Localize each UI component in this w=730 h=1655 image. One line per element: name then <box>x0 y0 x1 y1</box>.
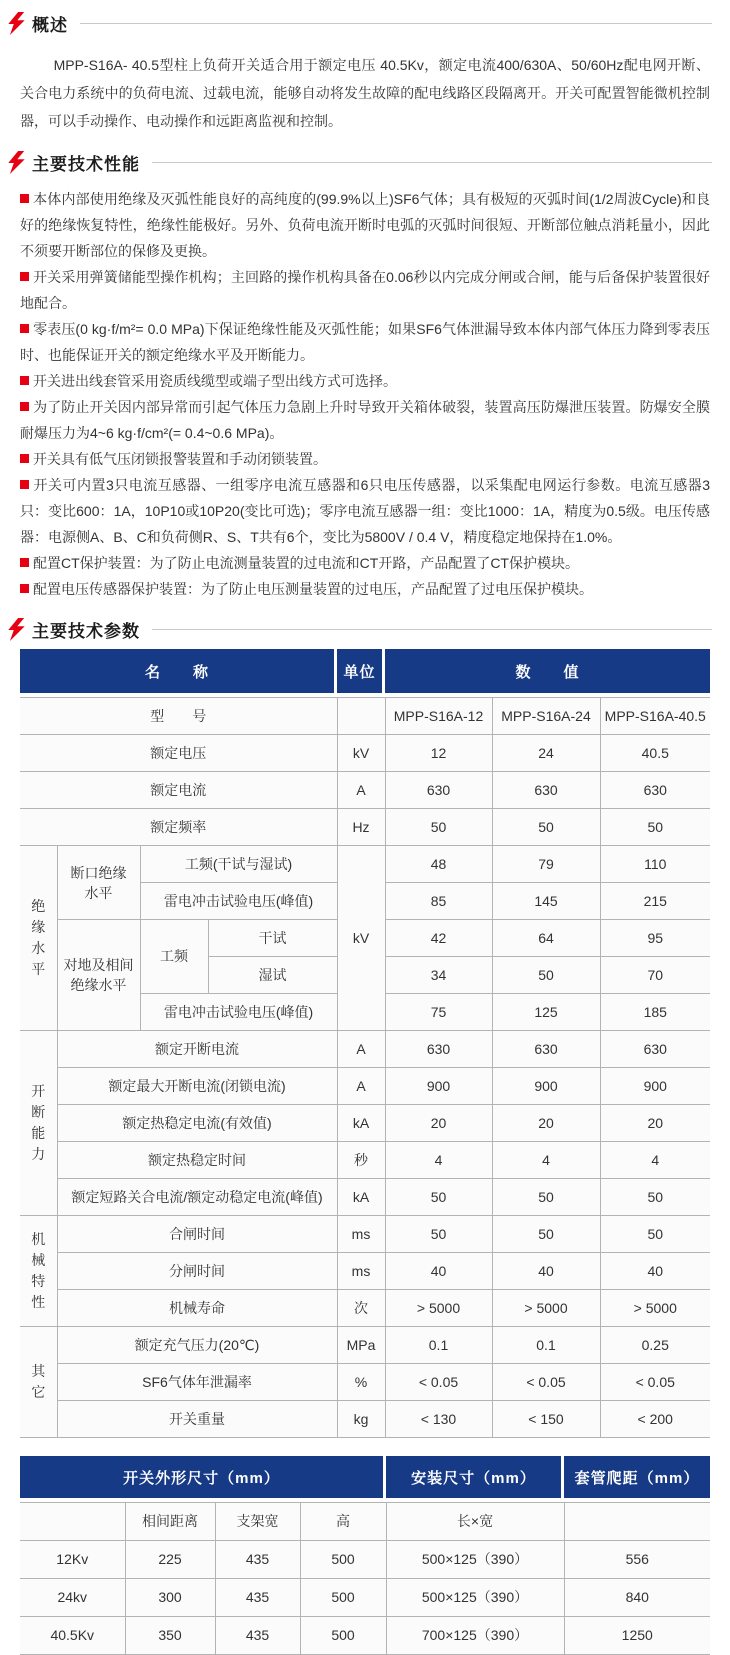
dim-value-cell: 435 <box>215 1617 300 1655</box>
param-value-cell: 95 <box>600 920 710 957</box>
group-label-cell: 其它 <box>20 1327 57 1438</box>
param-name-cell: 额定热稳定时间 <box>57 1142 337 1179</box>
dim-value-cell: 225 <box>125 1541 215 1579</box>
table-row <box>20 809 710 846</box>
header-name-cell: 名 称 <box>20 649 334 693</box>
param-value-cell: 50 <box>600 1179 710 1216</box>
section-divider <box>152 162 712 163</box>
param-value-cell: 145 <box>492 883 600 920</box>
param-value-cell: < 150 <box>492 1401 600 1438</box>
section-header-parameters <box>0 617 730 642</box>
param-value-cell: 4 <box>600 1142 710 1179</box>
bullet-square-icon <box>20 376 29 385</box>
dim-value-cell: 435 <box>215 1541 300 1579</box>
param-value-cell: 20 <box>385 1105 492 1142</box>
dim-subheader-cell: 长×宽 <box>386 1503 564 1541</box>
param-value-cell: MPP-S16A-40.5 <box>600 698 710 735</box>
header-unit-cell: 单位 <box>337 649 382 693</box>
dim-value-cell: 350 <box>125 1617 215 1655</box>
bullet-text: 开关采用弹簧储能型操作机构；主回路的操作机构具备在0.06秒以内完成分闸或合闸，能与后备保护装置很好地配合。 <box>20 269 710 311</box>
param-value-cell: 40 <box>385 1253 492 1290</box>
bullet-item <box>20 576 710 602</box>
param-value-cell: 85 <box>385 883 492 920</box>
param-name-cell: 额定电压 <box>20 735 337 772</box>
param-name-cell: 额定电流 <box>20 772 337 809</box>
param-value-cell: 70 <box>600 957 710 994</box>
param-value-cell: 630 <box>492 772 600 809</box>
dim-value-cell: 300 <box>125 1579 215 1617</box>
param-name-cell: 额定热稳定电流(有效值) <box>57 1105 337 1142</box>
dim-value-cell: 500×125（390） <box>386 1579 564 1617</box>
overview-paragraph: MPP-S16A- 40.5型柱上负荷开关适合用于额定电压 40.5Kv，额定电流400/630A、50/60Hz配电网开断、关合电力系统中的负荷电流、过载电流，能够自动将发生故障的配电线路区段隔离开。开关可配置智能微机控制器，可以手动操作、电动操作和远距离监视和控制。 <box>20 57 710 129</box>
param-unit-cell: ms <box>337 1216 385 1253</box>
param-value-cell: 4 <box>385 1142 492 1179</box>
section-title: 主要技术参数 <box>32 622 140 641</box>
table-row <box>20 1031 710 1068</box>
param-name-cell: 额定最大开断电流(闭锁电流) <box>57 1068 337 1105</box>
param-unit-cell: MPa <box>337 1327 385 1364</box>
param-unit-cell: % <box>337 1364 385 1401</box>
bullet-text: 开关可内置3只电流互感器、一组零序电流互感器和6只电压传感器，以采集配电网运行参数。电流互感器3只：变比600：1A，10P10或10P20(变比可选)；零序电流互感器一组：变比1000：1A，精度为0.5级。电压传感器：电源侧A、B、C和负荷侧R、S、T共有6个，变比为5800V / 0.4 V，精度稳定地保持在1.0%。 <box>20 477 710 545</box>
section-title: 概述 <box>32 16 68 35</box>
bullet-item <box>20 472 710 550</box>
table-row <box>20 1579 710 1617</box>
param-value-cell: 50 <box>492 809 600 846</box>
bullet-text: 为了防止开关因内部异常而引起气体压力急剧上升时导致开关箱体破裂，装置高压防爆泄压装置。防爆安全膜耐爆压力为4~6 kg·f/cm²(= 0.4~0.6 MPa)。 <box>20 399 710 441</box>
param-value-cell: 630 <box>600 1031 710 1068</box>
param-value-cell: < 0.05 <box>600 1364 710 1401</box>
param-unit-cell: kV <box>337 846 385 1031</box>
param-value-cell: MPP-S16A-12 <box>385 698 492 735</box>
param-value-cell: 42 <box>385 920 492 957</box>
param-name-cell: 分闸时间 <box>57 1253 337 1290</box>
dim-label-cell <box>20 1503 125 1541</box>
dim-value-cell: 556 <box>564 1541 710 1579</box>
section-divider <box>152 629 712 630</box>
param-value-cell: > 5000 <box>492 1290 600 1327</box>
table-row <box>20 1327 710 1364</box>
subgroup-label-cell: 断口绝缘水平 <box>57 846 140 920</box>
table-row <box>20 698 710 735</box>
table-row <box>20 1617 710 1655</box>
param-value-cell: 50 <box>600 1216 710 1253</box>
dim-label-cell: 24kv <box>20 1579 125 1617</box>
param-name-cell: 雷电冲击试验电压(峰值) <box>140 994 337 1031</box>
param-value-cell: 215 <box>600 883 710 920</box>
param-value-cell: 630 <box>385 1031 492 1068</box>
section-divider <box>80 23 712 24</box>
bullet-square-icon <box>20 584 29 593</box>
table-row <box>20 1068 710 1105</box>
bullet-item <box>20 550 710 576</box>
dim-value-cell: 500 <box>300 1579 386 1617</box>
param-value-cell: 24 <box>492 735 600 772</box>
param-value-cell: < 130 <box>385 1401 492 1438</box>
param-value-cell: > 5000 <box>385 1290 492 1327</box>
param-value-cell: > 5000 <box>600 1290 710 1327</box>
param-name-cell: 额定频率 <box>20 809 337 846</box>
param-value-cell: < 0.05 <box>492 1364 600 1401</box>
subgroup-label-cell: 工频 <box>140 920 208 994</box>
header-creepage-cell: 套管爬距（mm） <box>564 1456 710 1498</box>
section-header-performance <box>0 150 730 175</box>
param-value-cell: 900 <box>600 1068 710 1105</box>
dim-value-cell: 500×125（390） <box>386 1541 564 1579</box>
lightning-icon <box>8 618 25 641</box>
bullet-text: 配置电压传感器保护装置：为了防止电压测量装置的过电压，产品配置了过电压保护模块。 <box>33 581 593 597</box>
dim-subheader-cell: 相间距离 <box>125 1503 215 1541</box>
group-label-cell: 绝缘水平 <box>20 846 57 1031</box>
table-row <box>20 1503 710 1541</box>
param-value-cell: 50 <box>492 957 600 994</box>
group-label-cell: 开断能力 <box>20 1031 57 1216</box>
param-value-cell: 34 <box>385 957 492 994</box>
param-unit-cell: A <box>337 1068 385 1105</box>
param-value-cell: 900 <box>385 1068 492 1105</box>
param-name-cell: 型 号 <box>20 698 337 735</box>
param-unit-cell: kg <box>337 1401 385 1438</box>
bullet-square-icon <box>20 402 29 411</box>
param-name-cell: 湿试 <box>208 957 337 994</box>
dim-value-cell: 500 <box>300 1617 386 1655</box>
param-value-cell: 900 <box>492 1068 600 1105</box>
table-row <box>20 1216 710 1253</box>
lightning-icon <box>8 12 25 35</box>
bullet-square-icon <box>20 454 29 463</box>
header-value-cell: 数 值 <box>385 649 710 693</box>
bullet-item <box>20 264 710 316</box>
table-row <box>20 1401 710 1438</box>
param-value-cell: 0.25 <box>600 1327 710 1364</box>
param-unit-cell: 秒 <box>337 1142 385 1179</box>
param-value-cell: 12 <box>385 735 492 772</box>
bullet-text: 开关进出线套管采用瓷质线缆型或端子型出线方式可选择。 <box>33 373 397 389</box>
param-name-cell: 额定开断电流 <box>57 1031 337 1068</box>
param-value-cell: 40 <box>492 1253 600 1290</box>
bullet-square-icon <box>20 324 29 333</box>
lightning-icon <box>8 151 25 174</box>
param-value-cell: 48 <box>385 846 492 883</box>
table-row <box>20 1253 710 1290</box>
subgroup-label-cell: 对地及相间绝缘水平 <box>57 920 140 1031</box>
param-unit-cell: A <box>337 772 385 809</box>
param-name-cell: 额定短路关合电流/额定动稳定电流(峰值) <box>57 1179 337 1216</box>
param-unit-cell: ms <box>337 1253 385 1290</box>
bullet-item <box>20 316 710 368</box>
param-unit-cell: kA <box>337 1105 385 1142</box>
table-row <box>20 1105 710 1142</box>
param-value-cell: 64 <box>492 920 600 957</box>
header-outline-cell: 开关外形尺寸（mm） <box>20 1456 383 1498</box>
dim-subheader-cell <box>564 1503 710 1541</box>
bullet-item <box>20 446 710 472</box>
param-unit-cell: kA <box>337 1179 385 1216</box>
section-title: 主要技术性能 <box>32 155 140 174</box>
param-name-cell: 合闸时间 <box>57 1216 337 1253</box>
param-value-cell: 40.5 <box>600 735 710 772</box>
dim-value-cell: 840 <box>564 1579 710 1617</box>
table-row <box>20 772 710 809</box>
table-row <box>20 1179 710 1216</box>
param-unit-cell <box>337 698 385 735</box>
table-row <box>20 735 710 772</box>
param-value-cell: 20 <box>600 1105 710 1142</box>
header-mount-cell: 安装尺寸（mm） <box>386 1456 561 1498</box>
param-name-cell: 雷电冲击试验电压(峰值) <box>140 883 337 920</box>
param-unit-cell: 次 <box>337 1290 385 1327</box>
param-value-cell: 79 <box>492 846 600 883</box>
param-name-cell: 额定充气压力(20℃) <box>57 1327 337 1364</box>
param-unit-cell: Hz <box>337 809 385 846</box>
dim-value-cell: 435 <box>215 1579 300 1617</box>
param-value-cell: 630 <box>385 772 492 809</box>
dimensions-table-body <box>20 1502 710 1655</box>
parameters-table <box>20 649 710 1438</box>
param-value-cell: 630 <box>492 1031 600 1068</box>
bullet-square-icon <box>20 558 29 567</box>
table-row <box>20 846 710 883</box>
param-name-cell: 干试 <box>208 920 337 957</box>
param-value-cell: 50 <box>492 1216 600 1253</box>
bullet-square-icon <box>20 272 29 281</box>
bullet-item <box>20 368 710 394</box>
bullet-text: 配置CT保护装置：为了防止电流测量装置的过电流和CT开路，产品配置了CT保护模块。 <box>33 555 579 571</box>
param-value-cell: 0.1 <box>492 1327 600 1364</box>
parameters-table-body <box>20 697 710 1438</box>
param-value-cell: 630 <box>600 772 710 809</box>
table-row <box>20 1541 710 1579</box>
table-row <box>20 1364 710 1401</box>
param-value-cell: MPP-S16A-24 <box>492 698 600 735</box>
dim-value-cell: 500 <box>300 1541 386 1579</box>
dim-value-cell: 700×125（390） <box>386 1617 564 1655</box>
param-value-cell: 50 <box>385 809 492 846</box>
param-name-cell: 开关重量 <box>57 1401 337 1438</box>
bullet-square-icon <box>20 194 29 203</box>
param-value-cell: 50 <box>492 1179 600 1216</box>
dim-label-cell: 12Kv <box>20 1541 125 1579</box>
param-value-cell: 50 <box>600 809 710 846</box>
param-value-cell: 185 <box>600 994 710 1031</box>
bullet-item <box>20 394 710 446</box>
param-value-cell: 75 <box>385 994 492 1031</box>
bullet-text: 零表压(0 kg·f/m²= 0.0 MPa)下保证绝缘性能及灭弧性能；如果SF6气体泄漏导致本体内部气体压力降到零表压时、也能保证开关的额定绝缘水平及开断能力。 <box>20 321 710 363</box>
param-value-cell: 4 <box>492 1142 600 1179</box>
param-value-cell: 50 <box>385 1179 492 1216</box>
param-name-cell: 机械寿命 <box>57 1290 337 1327</box>
param-value-cell: 40 <box>600 1253 710 1290</box>
param-value-cell: 20 <box>492 1105 600 1142</box>
table-row <box>20 1142 710 1179</box>
bullet-text: 开关具有低气压闭锁报警装置和手动闭锁装置。 <box>33 451 327 467</box>
param-name-cell: 工频(干试与湿试) <box>140 846 337 883</box>
dimensions-table-header <box>20 1456 710 1498</box>
param-name-cell: SF6气体年泄漏率 <box>57 1364 337 1401</box>
bullet-text: 本体内部使用绝缘及灭弧性能良好的高纯度的(99.9%以上)SF6气体；具有极短的灭弧时间(1/2周波Cycle)和良好的绝缘恢复特性，绝缘性能极好。另外、负荷电流开断时电弧的灭弧时间很短、开断部位触点消耗量小，因此不须要开断部位的保修及更换。 <box>20 191 710 259</box>
table-row <box>20 1290 710 1327</box>
dim-value-cell: 1250 <box>564 1617 710 1655</box>
param-value-cell: 125 <box>492 994 600 1031</box>
bullet-square-icon <box>20 480 29 489</box>
dim-subheader-cell: 高 <box>300 1503 386 1541</box>
param-value-cell: 110 <box>600 846 710 883</box>
param-value-cell: 50 <box>385 1216 492 1253</box>
dim-subheader-cell: 支架宽 <box>215 1503 300 1541</box>
group-label-cell: 机械特性 <box>20 1216 57 1327</box>
param-value-cell: 0.1 <box>385 1327 492 1364</box>
dim-label-cell: 40.5Kv <box>20 1617 125 1655</box>
bullet-item <box>20 186 710 264</box>
parameters-table-header <box>20 649 710 693</box>
section-header-overview <box>0 11 730 36</box>
param-value-cell: < 0.05 <box>385 1364 492 1401</box>
performance-bullet-list <box>20 186 710 602</box>
param-unit-cell: A <box>337 1031 385 1068</box>
param-value-cell: < 200 <box>600 1401 710 1438</box>
param-unit-cell: kV <box>337 735 385 772</box>
